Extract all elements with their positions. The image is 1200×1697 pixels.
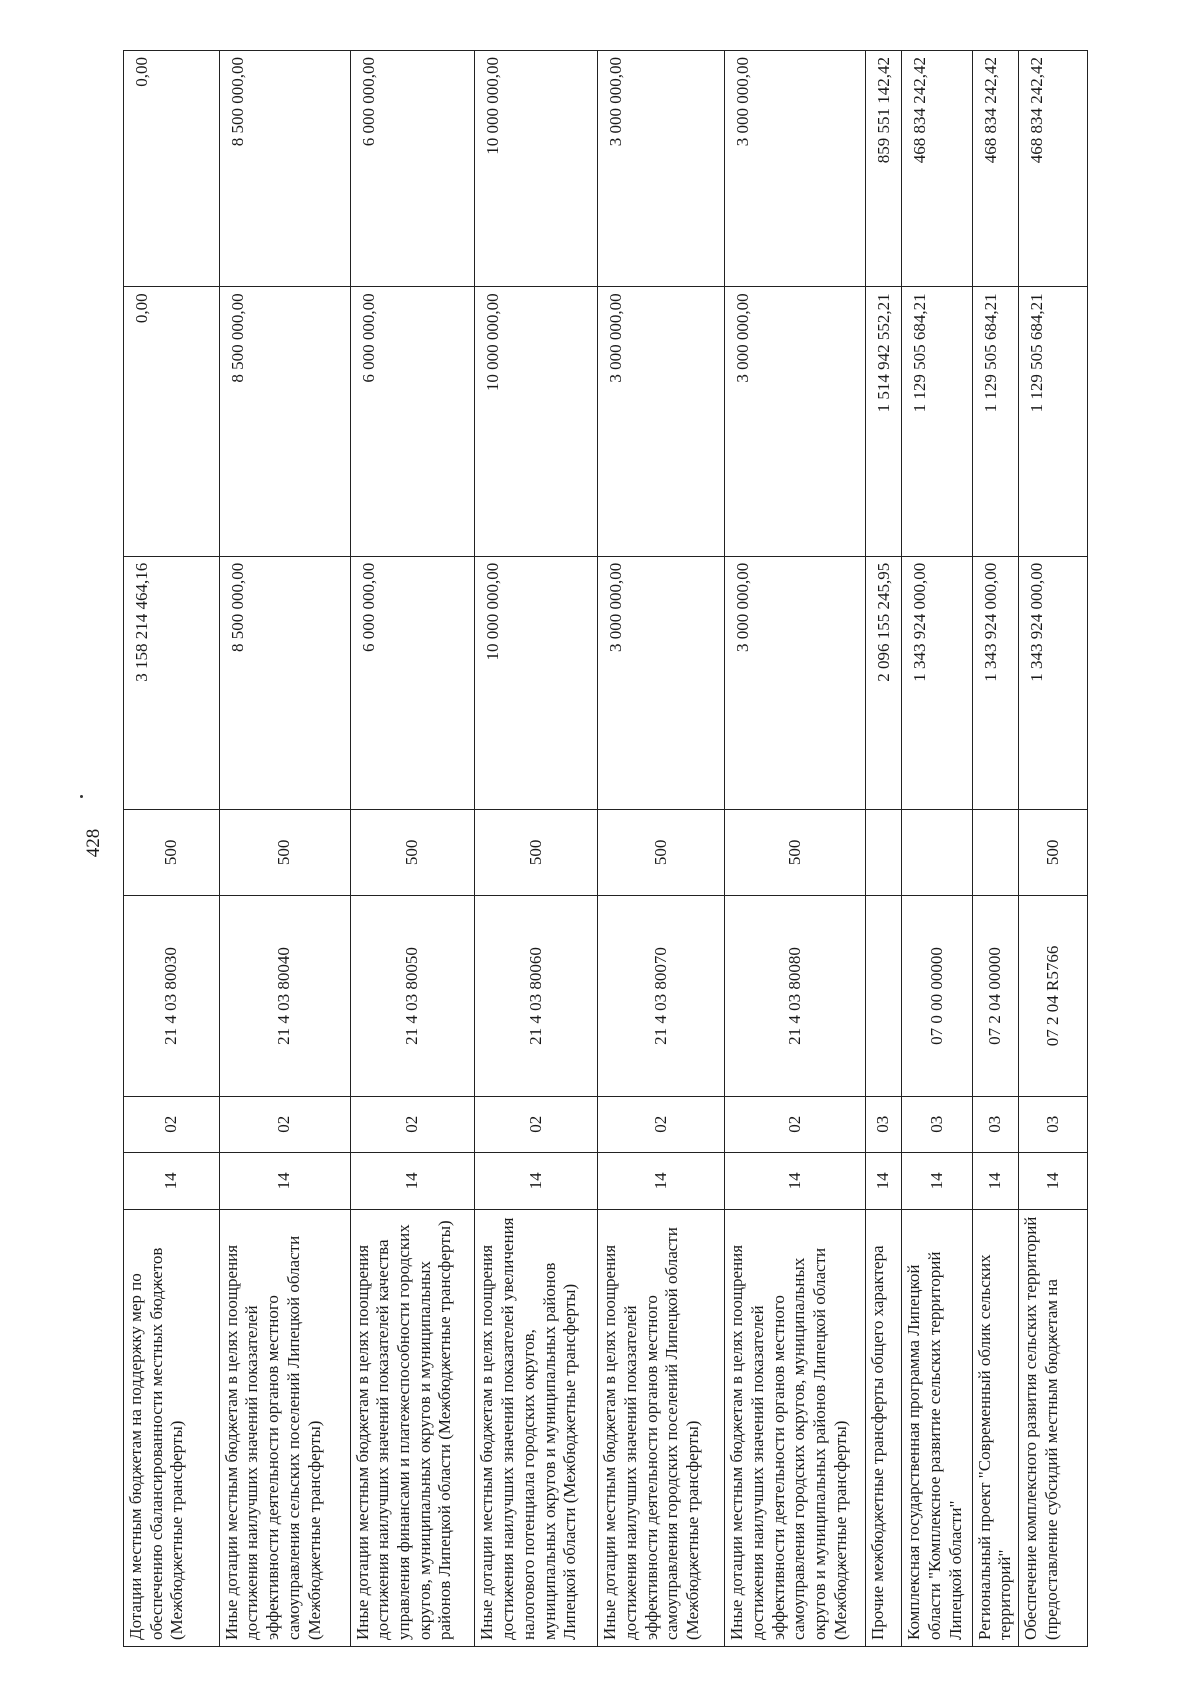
sum-year-1-cell: 8 500 000,00 xyxy=(219,556,350,809)
sum-year-3-cell: 3 000 000,00 xyxy=(725,51,866,287)
sum-year-1-cell: 2 096 155 245,95 xyxy=(866,556,902,809)
rotated-table-area xyxy=(123,50,1088,1647)
ministry-code-cell: 14 xyxy=(598,1152,725,1209)
section-code-cell: 02 xyxy=(598,1096,725,1152)
table-row xyxy=(866,51,902,1647)
section-code-cell: 02 xyxy=(350,1096,475,1152)
target-article-cell: 07 2 04 R5766 xyxy=(1019,896,1088,1097)
sum-year-3-cell: 8 500 000,00 xyxy=(219,51,350,287)
row-name-cell: Региональный проект "Современный облик сельских территорий" xyxy=(972,1209,1019,1646)
row-name-cell: Комплексная государственная программа Липецкой области "Комплексное развитие сельских территорий Липецкой области" xyxy=(902,1209,972,1646)
table-row xyxy=(598,51,725,1647)
target-article-cell: 21 4 03 80080 xyxy=(725,896,866,1097)
target-article-cell: 21 4 03 80050 xyxy=(350,896,475,1097)
sum-year-3-cell: 468 834 242,42 xyxy=(1019,51,1088,287)
sum-year-3-cell: 6 000 000,00 xyxy=(350,51,475,287)
target-article-cell xyxy=(866,896,902,1097)
expense-type-cell xyxy=(902,809,972,895)
sum-year-3-cell: 468 834 242,42 xyxy=(902,51,972,287)
row-name-cell: Прочие межбюджетные трансферты общего характера xyxy=(866,1209,902,1646)
row-name-cell: Дотации местным бюджетам на поддержку мер по обеспечению сбалансированности местных бюджетов (Межбюджетные трансферты) xyxy=(124,1209,220,1646)
section-code-cell: 03 xyxy=(902,1096,972,1152)
rotated-table-frame xyxy=(123,50,1088,1647)
sum-year-3-cell: 0,00 xyxy=(124,51,220,287)
table-body xyxy=(124,51,1088,1647)
sum-year-1-cell: 3 000 000,00 xyxy=(598,556,725,809)
target-article-cell: 21 4 03 80070 xyxy=(598,896,725,1097)
target-article-cell: 07 0 00 00000 xyxy=(902,896,972,1097)
sum-year-1-cell: 3 158 214 464,16 xyxy=(124,556,220,809)
ministry-code-cell: 14 xyxy=(350,1152,475,1209)
target-article-cell: 21 4 03 80030 xyxy=(124,896,220,1097)
row-name-cell: Обеспечение комплексного развития сельских территорий (предоставление субсидий местным бюджетам на xyxy=(1019,1209,1088,1646)
section-code-cell: 02 xyxy=(475,1096,598,1152)
table-row xyxy=(475,51,598,1647)
sum-year-2-cell: 3 000 000,00 xyxy=(725,287,866,556)
ministry-code-cell: 14 xyxy=(219,1152,350,1209)
budget-table xyxy=(123,50,1088,1647)
ministry-code-cell: 14 xyxy=(124,1152,220,1209)
table-row xyxy=(902,51,972,1647)
ministry-code-cell: 14 xyxy=(475,1152,598,1209)
ministry-code-cell: 14 xyxy=(902,1152,972,1209)
row-name-cell: Иные дотации местным бюджетам в целях поощрения достижения наилучших значений показателей эффективности деятельности органов местного самоуправления городских поселений Липецкой области (Межбюджетные трансферты) xyxy=(598,1209,725,1646)
sum-year-1-cell: 1 343 924 000,00 xyxy=(972,556,1019,809)
table-row xyxy=(1019,51,1088,1647)
ministry-code-cell: 14 xyxy=(1019,1152,1088,1209)
expense-type-cell xyxy=(972,809,1019,895)
target-article-cell: 21 4 03 80060 xyxy=(475,896,598,1097)
page-number: 428 xyxy=(83,828,104,858)
section-code-cell: 02 xyxy=(219,1096,350,1152)
expense-type-cell: 500 xyxy=(350,809,475,895)
sum-year-2-cell: 3 000 000,00 xyxy=(598,287,725,556)
sum-year-2-cell: 8 500 000,00 xyxy=(219,287,350,556)
sum-year-2-cell: 6 000 000,00 xyxy=(350,287,475,556)
expense-type-cell: 500 xyxy=(124,809,220,895)
section-code-cell: 02 xyxy=(725,1096,866,1152)
expense-type-cell: 500 xyxy=(219,809,350,895)
expense-type-cell: 500 xyxy=(475,809,598,895)
sum-year-2-cell: 1 129 505 684,21 xyxy=(902,287,972,556)
sum-year-1-cell: 6 000 000,00 xyxy=(350,556,475,809)
sum-year-2-cell: 0,00 xyxy=(124,287,220,556)
expense-type-cell xyxy=(866,809,902,895)
ministry-code-cell: 14 xyxy=(866,1152,902,1209)
section-code-cell: 03 xyxy=(1019,1096,1088,1152)
ministry-code-cell: 14 xyxy=(725,1152,866,1209)
row-name-cell: Иные дотации местным бюджетам в целях поощрения достижения наилучших значений показателей увеличения налогового потенциала городских округов, муниципальных округов и муниципальных районов Липецкой области (Межбюджетные трансферты) xyxy=(475,1209,598,1646)
sum-year-3-cell: 10 000 000,00 xyxy=(475,51,598,287)
sum-year-3-cell: 859 551 142,42 xyxy=(866,51,902,287)
sum-year-3-cell: 468 834 242,42 xyxy=(972,51,1019,287)
sum-year-1-cell: 1 343 924 000,00 xyxy=(902,556,972,809)
sum-year-2-cell: 1 129 505 684,21 xyxy=(1019,287,1088,556)
expense-type-cell: 500 xyxy=(1019,809,1088,895)
expense-type-cell: 500 xyxy=(598,809,725,895)
row-name-cell: Иные дотации местным бюджетам в целях поощрения достижения наилучших значений показателей эффективности деятельности органов местного самоуправления сельских поселений Липецкой области (Межбюджетные трансферты) xyxy=(219,1209,350,1646)
sum-year-1-cell: 3 000 000,00 xyxy=(725,556,866,809)
sum-year-1-cell: 10 000 000,00 xyxy=(475,556,598,809)
table-row xyxy=(219,51,350,1647)
section-code-cell: 02 xyxy=(124,1096,220,1152)
sum-year-2-cell: 10 000 000,00 xyxy=(475,287,598,556)
sum-year-2-cell: 1 514 942 552,21 xyxy=(866,287,902,556)
sum-year-3-cell: 3 000 000,00 xyxy=(598,51,725,287)
sum-year-2-cell: 1 129 505 684,21 xyxy=(972,287,1019,556)
table-row xyxy=(350,51,475,1647)
expense-type-cell: 500 xyxy=(725,809,866,895)
table-row xyxy=(725,51,866,1647)
target-article-cell: 21 4 03 80040 xyxy=(219,896,350,1097)
sum-year-1-cell: 1 343 924 000,00 xyxy=(1019,556,1088,809)
row-name-cell: Иные дотации местным бюджетам в целях поощрения достижения наилучших значений показателей эффективности деятельности органов местного самоуправления городских округов, муниципальных округов и муниципальных районов Липецкой области (Межбюджетные трансферты) xyxy=(725,1209,866,1646)
target-article-cell: 07 2 04 00000 xyxy=(972,896,1019,1097)
table-row xyxy=(124,51,220,1647)
row-name-cell: Иные дотации местным бюджетам в целях поощрения достижения наилучших значений показателей качества управления финансами и платежеспособности городских округов, муниципальных округов и муниципальных районов Липецкой области (Межбюджетные трансферты) xyxy=(350,1209,475,1646)
section-code-cell: 03 xyxy=(866,1096,902,1152)
ministry-code-cell: 14 xyxy=(972,1152,1019,1209)
table-row xyxy=(972,51,1019,1647)
stray-dot xyxy=(80,795,83,798)
section-code-cell: 03 xyxy=(972,1096,1019,1152)
